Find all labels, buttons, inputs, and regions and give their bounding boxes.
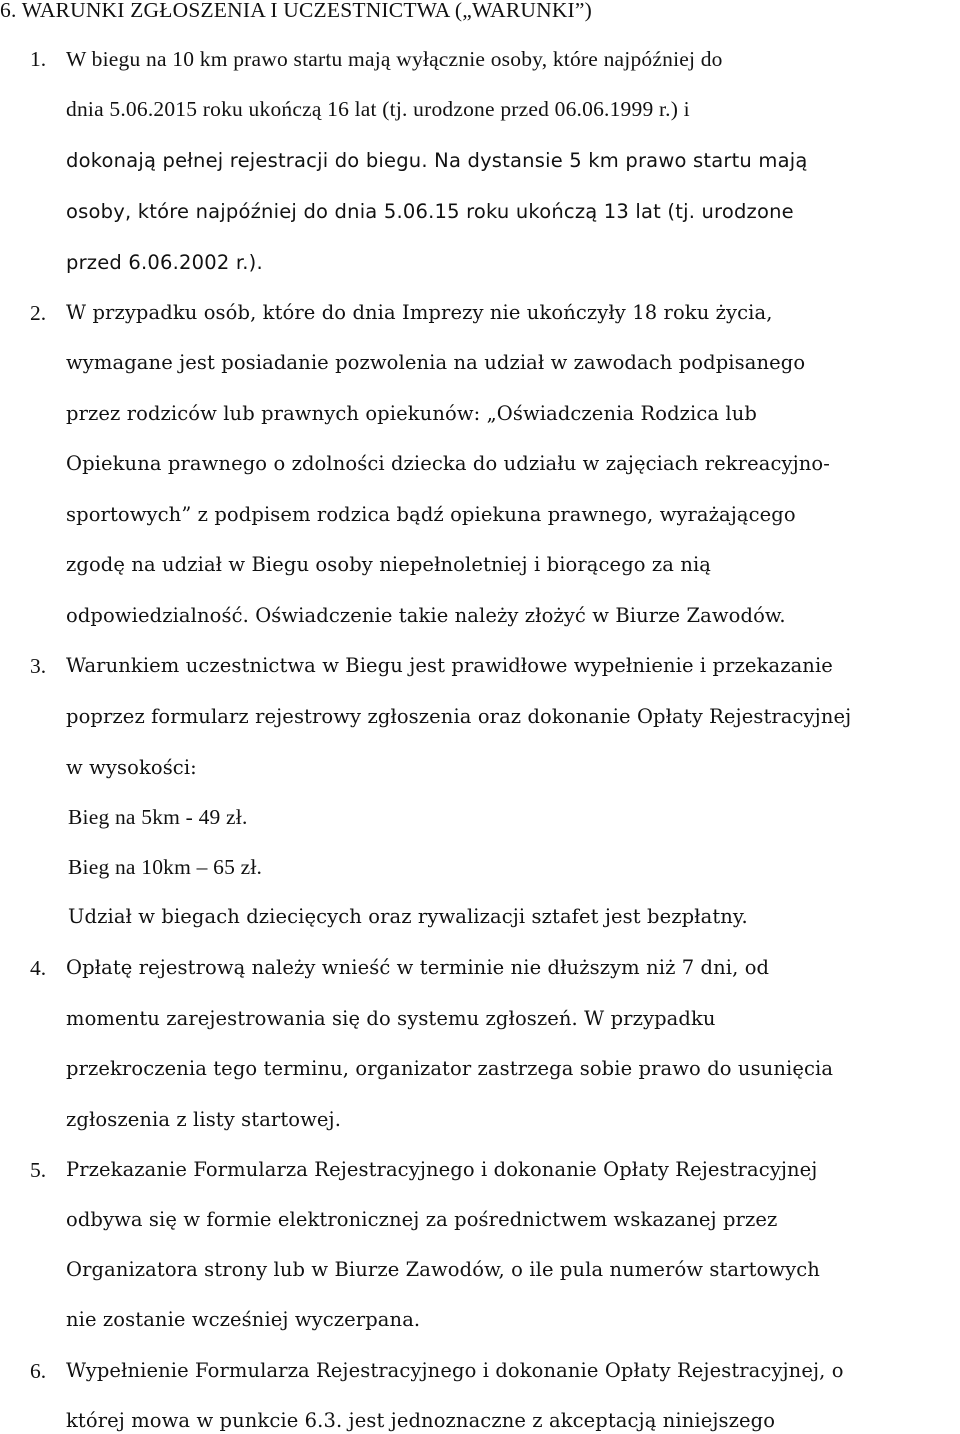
item-4-number: 4. xyxy=(30,956,47,980)
item-4-line-3: przekroczenia tego terminu, organizator zastrzega sobie prawo do usunięcia xyxy=(66,1057,834,1080)
item-1-line-1: W biegu na 10 km prawo startu mają wyłącznie osoby, które najpóźniej do xyxy=(66,47,723,71)
item-2-line-2: wymagane jest posiadanie pozwolenia na udział w zawodach podpisanego xyxy=(66,351,806,374)
item-2-line-6: zgodę na udział w Biegu osoby niepełnoletniej i biorącego za nią xyxy=(66,553,712,576)
item-3-line-3: w wysokości: xyxy=(66,756,197,779)
item-1-line-3: dokonają pełnej rejestracji do biegu. Na dystansie 5 km prawo startu mają xyxy=(66,149,808,172)
item-6-number: 6. xyxy=(30,1359,47,1383)
item-4-line-2: momentu zarejestrowania się do systemu zgłoszeń. W przypadku xyxy=(66,1007,716,1030)
item-1-line-5: przed 6.06.2002 r.). xyxy=(66,251,263,274)
item-6-line-2: której mowa w punkcie 6.3. jest jednoznaczne z akceptacją niniejszego xyxy=(66,1409,776,1432)
item-5-line-3: Organizatora strony lub w Biurze Zawodów, o ile pula numerów startowych xyxy=(66,1258,820,1281)
item-1-number: 1. xyxy=(30,47,47,71)
item-5-number: 5. xyxy=(30,1158,47,1182)
item-5-line-4: nie zostanie wcześniej wyczerpana. xyxy=(66,1308,421,1331)
item-2-number: 2. xyxy=(30,301,47,325)
item-5-line-1: Przekazanie Formularza Rejestracyjnego i dokonanie Opłaty Rejestracyjnej xyxy=(66,1158,818,1181)
item-3-number: 3. xyxy=(30,654,47,678)
fee-10km: Bieg na 10km – 65 zł. xyxy=(68,855,263,879)
item-2-line-3: przez rodziców lub prawnych opiekunów: „Oświadczenia Rodzica lub xyxy=(66,402,758,425)
item-3-line-1: Warunkiem uczestnictwa w Biegu jest prawidłowe wypełnienie i przekazanie xyxy=(66,654,833,677)
item-4-line-4: zgłoszenia z listy startowej. xyxy=(66,1108,342,1131)
fee-free-note: Udział w biegach dziecięcych oraz rywalizacji sztafet jest bezpłatny. xyxy=(68,905,748,928)
item-1-line-4: osoby, które najpóźniej do dnia 5.06.15 roku ukończą 13 lat (tj. urodzone xyxy=(66,200,794,223)
item-2-line-4: Opiekuna prawnego o zdolności dziecka do udziału w zajęciach rekreacyjno- xyxy=(66,452,830,475)
item-3-line-2: poprzez formularz rejestrowy zgłoszenia oraz dokonanie Opłaty Rejestracyjnej xyxy=(66,705,852,728)
item-2-line-5: sportowych” z podpisem rodzica bądź opiekuna prawnego, wyrażającego xyxy=(66,503,796,526)
item-5-line-2: odbywa się w formie elektronicznej za pośrednictwem wskazanej przez xyxy=(66,1208,778,1231)
item-2-line-1: W przypadku osób, które do dnia Imprezy nie ukończyły 18 roku życia, xyxy=(66,301,773,324)
item-6-line-1: Wypełnienie Formularza Rejestracyjnego i dokonanie Opłaty Rejestracyjnej, o xyxy=(66,1359,844,1382)
item-4-line-1: Opłatę rejestrową należy wnieść w terminie nie dłuższym niż 7 dni, od xyxy=(66,956,770,979)
fee-5km: Bieg na 5km - 49 zł. xyxy=(68,805,248,829)
section-heading: 6. WARUNKI ZGŁOSZENIA I UCZESTNICTWA („WARUNKI”) xyxy=(0,0,593,22)
item-2-line-7: odpowiedzialność. Oświadczenie takie należy złożyć w Biurze Zawodów. xyxy=(66,604,786,627)
item-1-line-2: dnia 5.06.2015 roku ukończą 16 lat (tj. urodzone przed 06.06.1999 r.) i xyxy=(66,97,690,121)
